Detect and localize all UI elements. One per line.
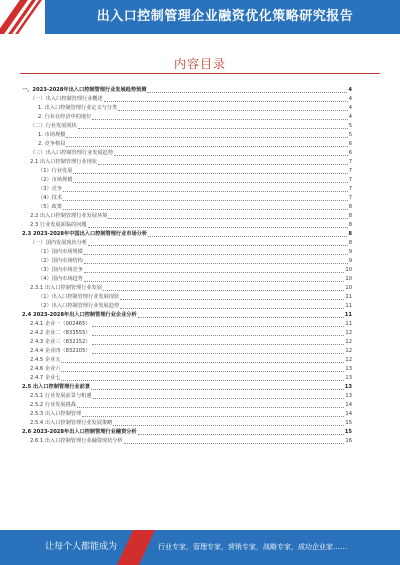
- toc-entry-page: 10: [345, 276, 352, 282]
- toc-entry-label: （1）行业发展: [38, 168, 73, 174]
- toc-entry[interactable]: [22, 320, 352, 329]
- toc-entry-label: （二）行业发展现状: [30, 123, 77, 129]
- header-decoration: [0, 0, 45, 34]
- toc-leader-dots: [61, 365, 344, 372]
- toc-leader-dots: [88, 221, 348, 228]
- toc-entry-page: 8: [348, 222, 352, 228]
- toc-leader-dots: [92, 113, 347, 120]
- toc-leader-dots: [84, 266, 345, 273]
- page-header: [0, 0, 400, 34]
- toc-entry[interactable]: [22, 203, 352, 212]
- toc-entry[interactable]: [22, 176, 352, 185]
- toc-leader-dots: [113, 419, 344, 426]
- toc-entry[interactable]: [22, 167, 352, 176]
- toc-entry-page: 7: [348, 186, 352, 192]
- toc-entry-label: （3）竞争: [38, 186, 63, 192]
- table-of-contents: [22, 86, 352, 446]
- toc-leader-dots: [108, 212, 347, 219]
- toc-entry-page: 7: [348, 195, 352, 201]
- toc-entry-page: 15: [344, 429, 352, 435]
- toc-leader-dots: [84, 275, 345, 282]
- toc-entry[interactable]: [22, 239, 352, 248]
- toc-entry[interactable]: [22, 95, 352, 104]
- toc-entry-label: （2）国内市场结构: [38, 258, 83, 264]
- toc-entry[interactable]: [22, 293, 352, 302]
- toc-leader-dots: [88, 239, 348, 246]
- toc-leader-dots: [78, 122, 348, 129]
- toc-entry[interactable]: [22, 113, 352, 122]
- toc-entry-label: （3）国内市场竞争: [38, 267, 83, 273]
- toc-entry[interactable]: [22, 311, 352, 320]
- toc-entry[interactable]: [22, 230, 352, 239]
- toc-entry-label: （三）出入口控制管理行业发展趋势: [30, 150, 114, 156]
- toc-entry-page: 7: [348, 159, 352, 165]
- toc-entry[interactable]: [22, 122, 352, 131]
- toc-entry[interactable]: [22, 365, 352, 374]
- footer-slogan: 让每个人都能成为: [45, 542, 118, 552]
- toc-entry-page: 7: [348, 177, 352, 183]
- toc-entry-page: 7: [348, 168, 352, 174]
- toc-leader-dots: [92, 347, 345, 354]
- toc-entry-page: 6: [348, 150, 352, 156]
- toc-entry-page: 11: [344, 312, 352, 318]
- toc-entry[interactable]: [22, 158, 352, 167]
- toc-entry[interactable]: [22, 185, 352, 194]
- toc-heading: 内容目录: [173, 57, 226, 71]
- toc-entry-page: 12: [345, 357, 352, 363]
- toc-entry-page: 8: [348, 204, 352, 210]
- toc-leader-dots: [120, 293, 344, 300]
- toc-entry-label: 1. 市场规模: [38, 132, 66, 138]
- toc-entry-label: （1）国内市场规模: [38, 249, 83, 255]
- toc-entry-page: 16: [345, 438, 352, 444]
- toc-entry[interactable]: [22, 248, 352, 257]
- toc-entry-page: 11: [345, 321, 352, 327]
- toc-entry[interactable]: [22, 356, 352, 365]
- toc-entry[interactable]: [22, 221, 352, 230]
- toc-entry[interactable]: [22, 329, 352, 338]
- toc-entry[interactable]: [22, 212, 352, 221]
- toc-entry-page: 11: [345, 294, 352, 300]
- toc-entry-page: 13: [345, 393, 352, 399]
- page-footer: [0, 530, 400, 565]
- toc-leader-dots: [104, 95, 348, 102]
- toc-leader-dots: [147, 86, 347, 93]
- toc-entry-label: 1. 出入口控制管理行业定义与分类: [38, 105, 118, 111]
- toc-entry-label: 2.6 2023-2028年出入口控制管理行业融资分析: [22, 429, 137, 435]
- toc-leader-dots: [120, 302, 344, 309]
- toc-leader-dots: [148, 230, 347, 237]
- toc-leader-dots: [61, 374, 344, 381]
- toc-entry-label: 2.5.2 行业发展挑战: [30, 402, 76, 408]
- toc-leader-dots: [103, 284, 344, 291]
- toc-leader-dots: [63, 203, 348, 210]
- toc-entry-page: 10: [345, 285, 352, 291]
- toc-entry-page: 13: [345, 375, 352, 381]
- toc-entry-label: 2.4.6 企业六: [30, 366, 61, 372]
- toc-entry[interactable]: [22, 140, 352, 149]
- toc-leader-dots: [73, 176, 347, 183]
- toc-leader-dots: [114, 149, 348, 156]
- toc-leader-dots: [138, 428, 344, 435]
- toc-entry-label: 2.5.3 出入口控制管理: [30, 411, 82, 417]
- toc-entry-label: 2.4 2023-2028年出入口控制管理行业企业分析: [22, 312, 137, 318]
- toc-entry[interactable]: [22, 392, 352, 401]
- toc-leader-dots: [124, 437, 345, 444]
- toc-entry-page: 14: [345, 411, 352, 417]
- toc-entry-page: 13: [345, 366, 352, 372]
- toc-entry[interactable]: [22, 383, 352, 392]
- toc-entry-label: 2.3 2023-2028年中国出入口控制管理行业市场分析: [22, 231, 148, 237]
- toc-entry-label: 2. 竞争格局: [38, 141, 66, 147]
- toc-entry-label: 2.5 出入口控制管理行业前景: [22, 384, 91, 390]
- toc-entry[interactable]: [22, 284, 352, 293]
- toc-leader-dots: [91, 383, 344, 390]
- toc-entry-page: 13: [344, 384, 352, 390]
- toc-entry-label: 2.5.4 出入口控制管理行业发展策略: [30, 420, 113, 426]
- toc-leader-dots: [63, 185, 348, 192]
- toc-entry-label: （4）技术: [38, 195, 63, 201]
- toc-entry-page: 9: [348, 249, 352, 255]
- toc-entry-page: 4: [348, 87, 352, 93]
- toc-leader-dots: [73, 167, 347, 174]
- toc-entry-label: 2.4.1 企业一（002465）: [30, 321, 91, 327]
- toc-entry[interactable]: [22, 194, 352, 203]
- toc-entry[interactable]: [22, 347, 352, 356]
- toc-entry-label: 2.6.1 出入口控制管理行业融资现状分析: [30, 438, 123, 444]
- toc-entry-page: 8: [348, 240, 352, 246]
- toc-entry-page: 11: [345, 303, 352, 309]
- toc-leader-dots: [82, 410, 344, 417]
- report-title: 出入口控制管理企业融资优化策略研究报告: [96, 9, 354, 24]
- toc-entry[interactable]: [22, 257, 352, 266]
- toc-entry-page: 5: [348, 132, 352, 138]
- toc-entry-page: 8: [348, 213, 352, 219]
- toc-entry-page: 4: [348, 105, 352, 111]
- toc-leader-dots: [66, 131, 347, 138]
- toc-entry[interactable]: [22, 86, 352, 95]
- toc-entry-page: 4: [348, 114, 352, 120]
- toc-entry-label: （一）国内发展现状分析: [30, 240, 88, 246]
- toc-leader-dots: [66, 140, 347, 147]
- toc-entry[interactable]: [22, 401, 352, 410]
- toc-entry-page: 9: [348, 258, 352, 264]
- toc-entry[interactable]: [22, 275, 352, 284]
- footer-decoration: [117, 530, 155, 565]
- toc-leader-dots: [92, 320, 345, 327]
- toc-entry-label: （2）出入口控制管理行业发展趋势: [38, 303, 120, 309]
- toc-leader-dots: [77, 401, 344, 408]
- toc-entry-label: （4）国内市场趋势: [38, 276, 83, 282]
- toc-entry-label: 2.4.5 企业五: [30, 357, 61, 363]
- toc-entry[interactable]: [22, 374, 352, 383]
- toc-entry[interactable]: [22, 338, 352, 347]
- toc-entry[interactable]: [22, 266, 352, 275]
- toc-entry[interactable]: [22, 104, 352, 113]
- toc-leader-dots: [63, 194, 348, 201]
- toc-entry-label: 2.3.1 出入口控制管理行业发展: [30, 285, 102, 291]
- toc-entry-page: 15: [345, 420, 352, 426]
- toc-entry[interactable]: [22, 419, 352, 428]
- footer-tagline: 行业专家，管理专家，营销专家，战略专家，成功企业家……: [158, 543, 347, 551]
- toc-entry-page: 6: [348, 141, 352, 147]
- toc-entry-page: 10: [345, 267, 352, 273]
- toc-entry-label: 2.4.2 企业二（833555）: [30, 330, 91, 336]
- toc-entry-page: 8: [348, 231, 352, 237]
- toc-entry-label: 2.4.3 企业三（832152）: [30, 339, 91, 345]
- toc-divider: [20, 73, 380, 74]
- toc-entry-page: 14: [345, 402, 352, 408]
- toc-entry[interactable]: [22, 131, 352, 140]
- toc-leader-dots: [118, 104, 347, 111]
- toc-entry[interactable]: [22, 410, 352, 419]
- toc-entry-label: （1）出入口控制管理行业发展现状: [38, 294, 120, 300]
- toc-leader-dots: [92, 329, 345, 336]
- toc-entry-page: 5: [348, 123, 352, 129]
- toc-leader-dots: [93, 392, 345, 399]
- toc-entry[interactable]: [22, 149, 352, 158]
- toc-leader-dots: [92, 338, 345, 345]
- toc-entry-label: （2）市场规模: [38, 177, 73, 183]
- toc-leader-dots: [138, 311, 344, 318]
- toc-entry-label: 2.2 出入口控制管理行业发展环境: [30, 213, 108, 219]
- toc-leader-dots: [84, 248, 348, 255]
- toc-entry-label: 2.4.7 企业七: [30, 375, 61, 381]
- toc-entry-page: 12: [345, 339, 352, 345]
- toc-leader-dots: [98, 158, 348, 165]
- toc-entry-label: 2.4.4 企业四（832105）: [30, 348, 91, 354]
- toc-entry-label: 2. 行业在经济中的地位: [38, 114, 92, 120]
- toc-entry-label: 2.5.1 行业发展前景与机遇: [30, 393, 92, 399]
- toc-leader-dots: [84, 257, 348, 264]
- toc-entry[interactable]: [22, 437, 352, 446]
- toc-entry-label: （一）出入口控制管理行业概述: [30, 96, 103, 102]
- toc-leader-dots: [61, 356, 344, 363]
- toc-entry[interactable]: [22, 428, 352, 437]
- toc-entry-label: 2.3 行业发展面临的问题: [30, 222, 87, 228]
- toc-entry-page: 4: [348, 96, 352, 102]
- toc-entry-label: （5）政策: [38, 204, 63, 210]
- toc-entry-label: 一、2023-2028年出入口控制管理行业发展趋势预测: [22, 87, 147, 93]
- toc-entry-page: 12: [345, 330, 352, 336]
- toc-entry-label: 2.1 出入口控制管理行业现状: [30, 159, 97, 165]
- toc-entry-page: 12: [345, 348, 352, 354]
- toc-entry[interactable]: [22, 302, 352, 311]
